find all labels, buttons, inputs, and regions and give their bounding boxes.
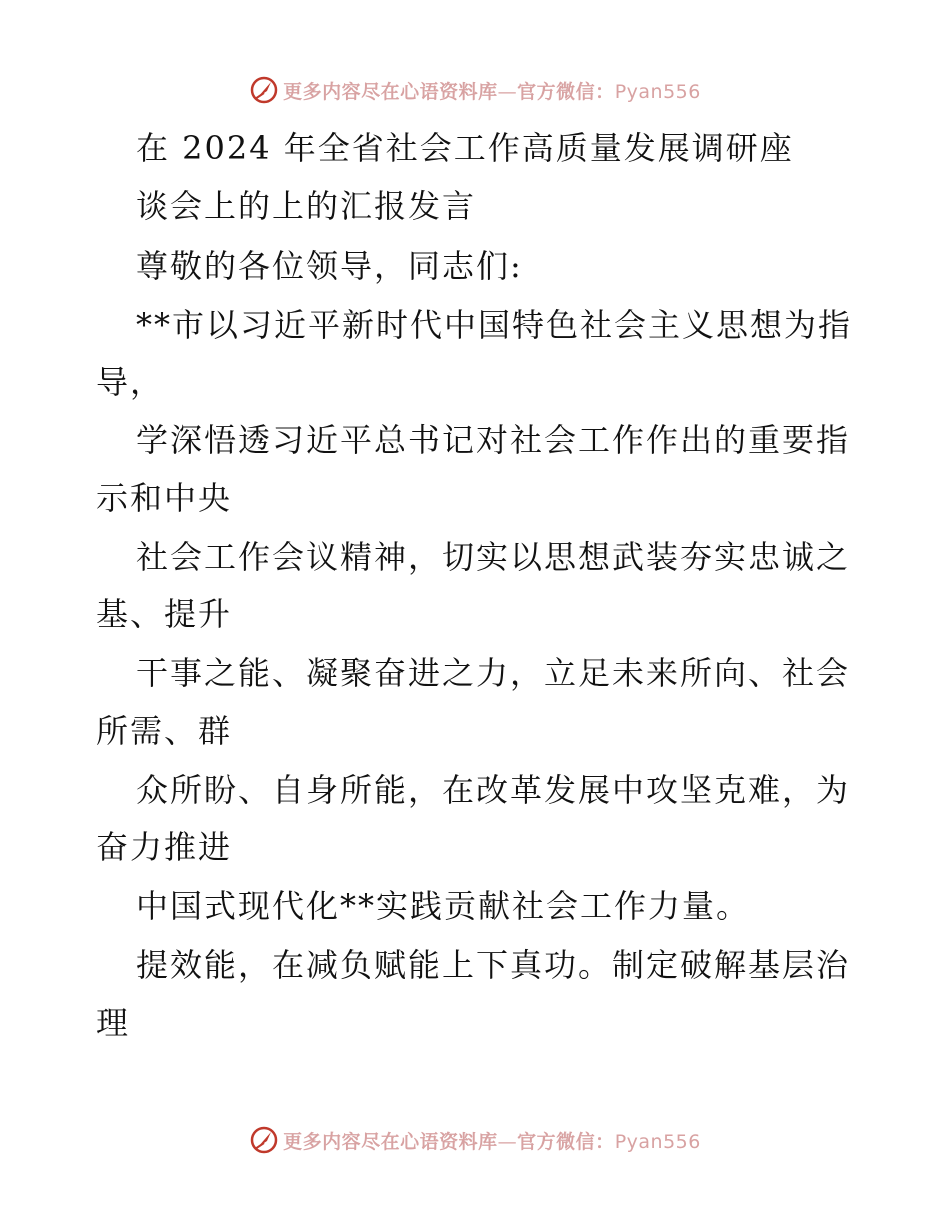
paragraph-line: 所需、群	[96, 712, 233, 750]
title-line-2: 谈会上的上的汇报发言	[136, 187, 477, 225]
paragraph-line: 导，	[96, 363, 165, 401]
quill-logo-icon	[249, 75, 279, 105]
banner-text	[283, 1127, 701, 1154]
banner-text	[283, 77, 701, 104]
banner-separator: —	[497, 1130, 518, 1153]
banner-wechat-label: 官方微信：	[517, 80, 615, 103]
paragraph-line: **市以习近平新时代中国特色社会主义思想为指	[136, 306, 853, 344]
salutation: 尊敬的各位领导，同志们:	[136, 247, 523, 285]
banner-main-text: 更多内容尽在心语资料库	[283, 80, 498, 103]
header-banner	[0, 70, 950, 110]
banner-handle: Pyan556	[614, 80, 701, 103]
banner-handle: Pyan556	[614, 1130, 701, 1153]
banner-main-text: 更多内容尽在心语资料库	[283, 1130, 498, 1153]
footer-banner	[0, 1120, 950, 1160]
paragraph-line: 社会工作会议精神，切实以思想武装夯实忠诚之	[136, 538, 851, 576]
paragraph-line: 理	[96, 1004, 131, 1042]
quill-logo-icon	[249, 1125, 279, 1155]
banner-wechat-label: 官方微信：	[517, 1130, 615, 1153]
banner-separator: —	[497, 80, 518, 103]
paragraph-line: 学深悟透习近平总书记对社会工作作出的重要指	[136, 421, 851, 459]
paragraph-line: 示和中央	[96, 479, 233, 517]
paragraph-line: 中国式现代化**实践贡献社会工作力量。	[136, 887, 751, 925]
paragraph-line: 基、提升	[96, 595, 233, 633]
paragraph-line: 众所盼、自身所能，在改革发展中攻坚克难，为	[136, 771, 851, 809]
title-line-1: 在 2024 年全省社会工作高质量发展调研座	[136, 129, 794, 167]
paragraph-line: 奋力推进	[96, 828, 233, 866]
paragraph-line: 提效能，在减负赋能上下真功。制定破解基层治	[136, 946, 851, 984]
paragraph-line: 干事之能、凝聚奋进之力，立足未来所向、社会	[136, 654, 851, 692]
